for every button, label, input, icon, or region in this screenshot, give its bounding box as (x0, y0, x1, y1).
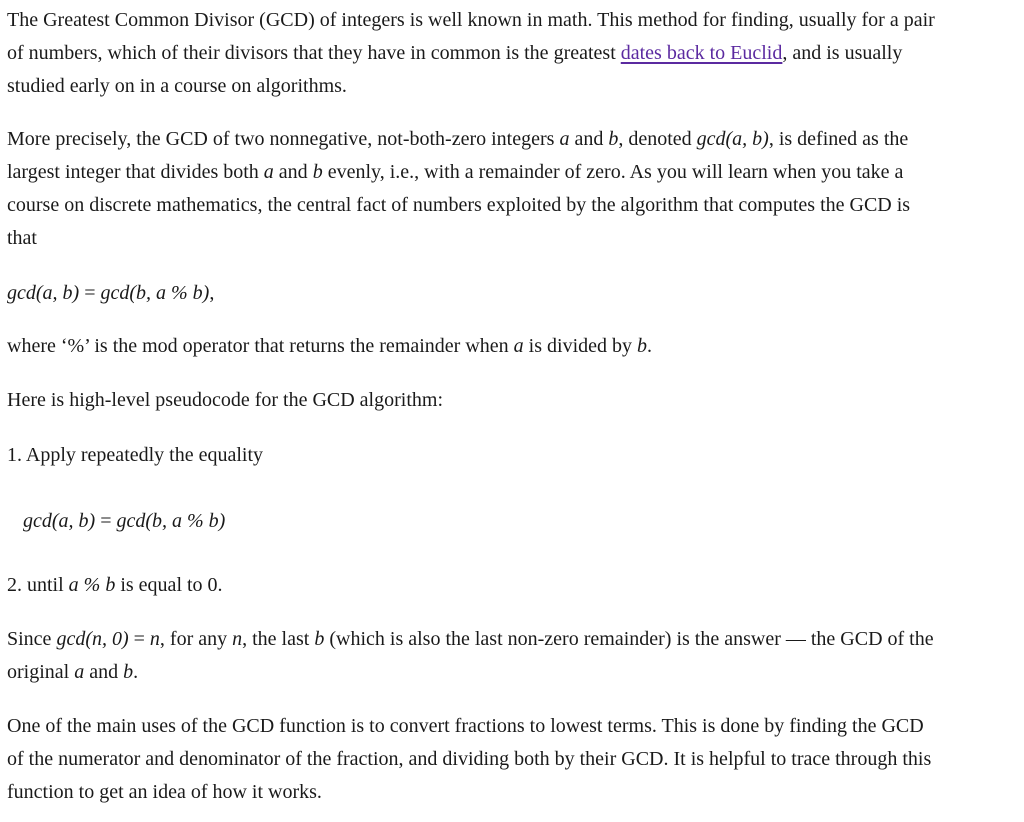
step-2-line (7, 569, 223, 602)
period: . (133, 661, 139, 683)
equals-sign: = (95, 510, 117, 532)
mod-operator-line (7, 330, 652, 363)
defined-text: , is defined as the (768, 128, 909, 150)
and-text: and (84, 661, 124, 683)
intro-line-2 (7, 37, 935, 70)
var-a: a (263, 161, 274, 183)
equals-sign: = (79, 282, 101, 304)
var-a: a (74, 661, 85, 683)
definition-line-3: course on discrete mathematics, the central fact of numbers exploited by the algorithm that computes the GCD is (7, 194, 911, 216)
pseudocode-intro-line: Here is high-level pseudocode for the GCD algorithm: (7, 389, 443, 411)
var-n: n (149, 628, 160, 650)
var-a: a (559, 128, 570, 150)
fractions-line-1: One of the main uses of the GCD function is to convert fractions to lowest terms. This is done by finding the GCD (7, 715, 924, 737)
until-text: 2. until (7, 574, 69, 596)
last-text: , the last (242, 628, 315, 650)
divided-text: is divided by (523, 335, 638, 357)
denoted-text: , denoted (618, 128, 697, 150)
var-a: a (513, 335, 524, 357)
definition-line-1 (7, 123, 910, 156)
mod-text: where ‘%’ is the mod operator that returns the remainder when (7, 335, 514, 357)
equals-sign: = (128, 628, 150, 650)
intro-line-2-tail: , and is usually (782, 42, 903, 64)
mod-operator-paragraph (7, 330, 652, 363)
step-2 (7, 569, 223, 602)
equal-zero-text: is equal to 0. (115, 574, 223, 596)
intro-line-3: studied early on in a course on algorithms. (7, 75, 347, 97)
intro-paragraph (7, 4, 935, 103)
since-text: Since (7, 628, 57, 650)
pseudocode-intro (7, 384, 443, 417)
divides-text: largest integer that divides both (7, 161, 264, 183)
equation-comma: , (209, 282, 215, 304)
equation-rhs: gcd(b, a % b) (116, 510, 226, 532)
original-text: original (7, 661, 75, 683)
var-b: b (314, 628, 325, 650)
definition-line-4: that (7, 227, 37, 249)
period: . (647, 335, 653, 357)
step-1 (7, 439, 263, 472)
for-any-text: , for any (159, 628, 233, 650)
answer-line-2 (7, 656, 934, 689)
gcd-equation (7, 277, 214, 310)
var-b: b (608, 128, 619, 150)
and-text: and (273, 161, 313, 183)
definition-paragraph (7, 123, 910, 255)
var-b: b (123, 661, 134, 683)
answer-paragraph (7, 623, 934, 689)
definition-line-2 (7, 156, 910, 189)
evenly-text: evenly, i.e., with a remainder of zero. As you will learn when you take a (322, 161, 904, 183)
mod-expression: a % b (68, 574, 116, 596)
and-text: and (569, 128, 609, 150)
var-b: b (637, 335, 648, 357)
step-1-line: 1. Apply repeatedly the equality (7, 444, 264, 466)
definition-text: More precisely, the GCD of two nonnegative, not-both-zero integers (7, 128, 560, 150)
intro-line-1: The Greatest Common Divisor (GCD) of integers is well known in math. This method for finding, usually for a pair (7, 9, 935, 31)
fractions-line-3: function to get an idea of how it works. (7, 781, 322, 803)
intro-line-2-text: of numbers, which of their divisors that they have in common is the greatest (7, 42, 621, 64)
euclid-link[interactable]: dates back to Euclid (620, 42, 783, 64)
gcd-n0-notation: gcd(n, 0) (56, 628, 129, 650)
answer-line-1 (7, 623, 934, 656)
answer-text: (which is also the last non-zero remainder) is the answer — the GCD of the (324, 628, 934, 650)
equation-rhs: gcd(b, a % b) (100, 282, 210, 304)
fractions-line-2: of the numerator and denominator of the fraction, and dividing both by their GCD. It is helpful to trace through this (7, 748, 932, 770)
equation-lhs: gcd(a, b) (7, 282, 80, 304)
equation-lhs: gcd(a, b) (23, 510, 96, 532)
step-1-equation (23, 505, 225, 538)
var-b: b (312, 161, 323, 183)
gcd-equation-line (7, 277, 214, 310)
fractions-paragraph (7, 710, 931, 809)
step-1-equation-line (23, 505, 225, 538)
var-n: n (232, 628, 243, 650)
gcd-notation: gcd(a, b) (696, 128, 769, 150)
